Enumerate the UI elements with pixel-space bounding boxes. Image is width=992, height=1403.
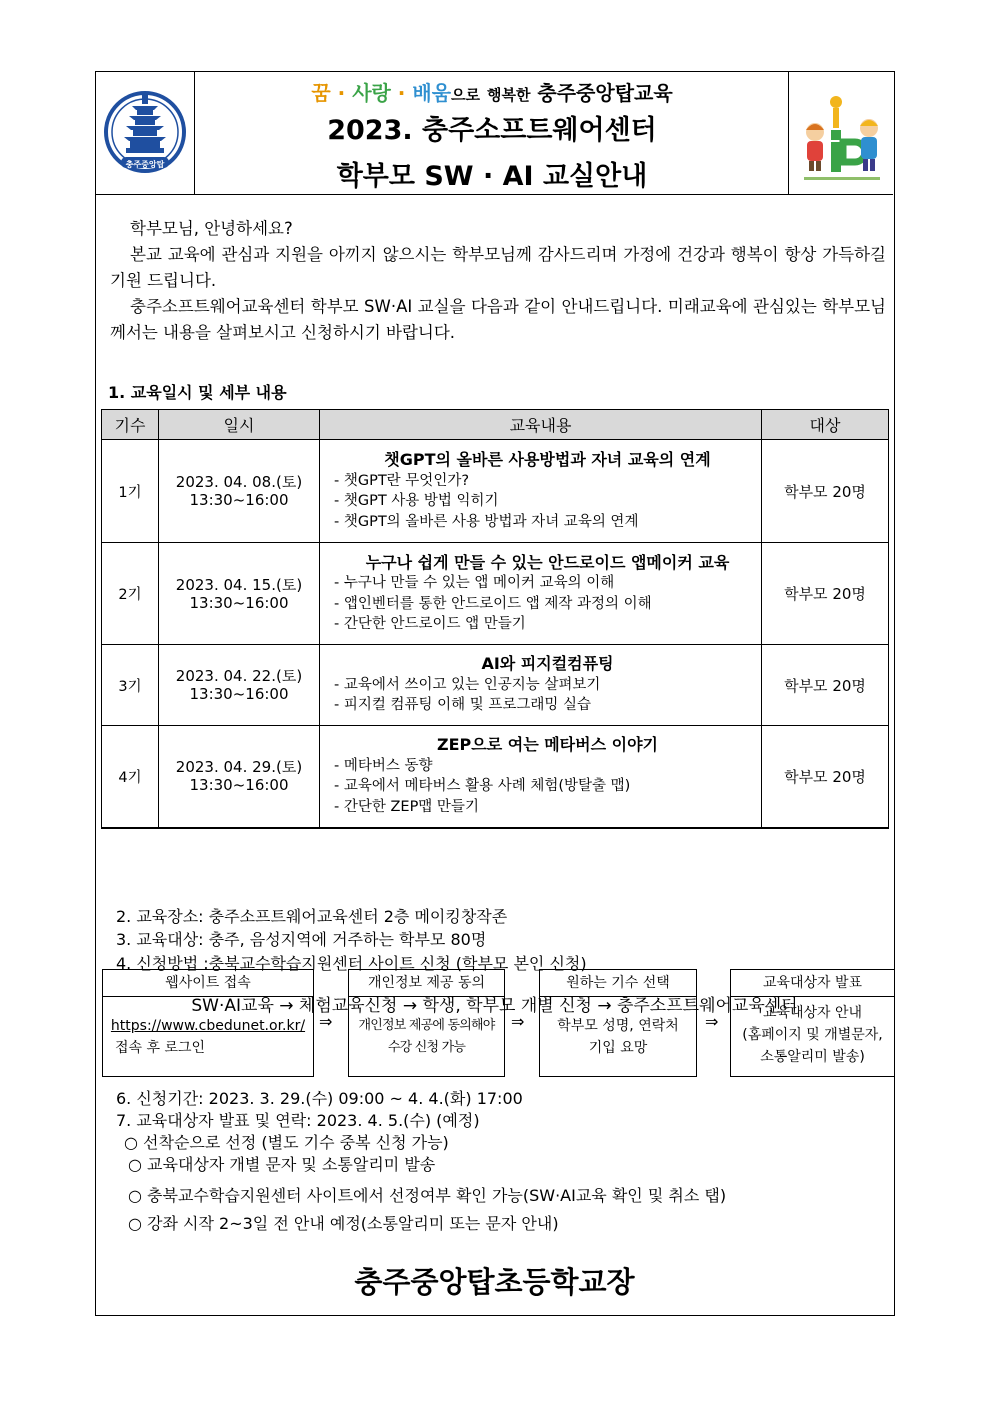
cell-date <box>159 726 320 828</box>
course-item: - 간단한 안드로이드 앱 만들기 <box>334 616 526 632</box>
cell-target: 학부모 20명 <box>762 440 889 543</box>
course-item: - 메타버스 동향 <box>334 757 433 774</box>
table-row <box>102 440 889 543</box>
apply-period: 6. 신청기간: 2023. 3. 29.(수) 09:00 ~ 4. 4.(화) 17:00 <box>116 1089 523 1108</box>
intro-paragraph-2: 충주소프트웨어교육센터 학부모 SW·AI 교실을 다음과 같이 안내드립니다. 미래교육에 관심있는 학부모님께서는 내용을 살펴보시고 신청하시기 바랍니다. <box>110 297 886 342</box>
cell-content <box>320 440 762 543</box>
step-body <box>349 997 504 1059</box>
course-item: - 챗GPT 사용 방법 익히기 <box>334 493 499 509</box>
cell-content <box>320 645 762 726</box>
table-row <box>102 726 889 828</box>
slogan-with: 으로 <box>451 86 480 104</box>
course-item: - 챗GPT의 올바른 사용 방법과 자녀 교육의 연계 <box>334 513 639 530</box>
info-target: 3. 교육대상: 충주, 음성지역에 거주하는 학부모 80명 <box>116 930 487 949</box>
course-title: ZEP으로 여는 메타버스 이야기 <box>437 735 658 755</box>
arrow-icon: ⇒ <box>511 1012 525 1031</box>
step-title: 웹사이트 접속 <box>103 970 313 997</box>
top-mascot-icon <box>789 72 893 194</box>
course-item: - 누구나 만들 수 있는 앱 메이커 교육의 이해 <box>334 575 615 591</box>
cell-target: 학부모 20명 <box>762 645 889 726</box>
announce-date: 7. 교육대상자 발표 및 연락: 2023. 4. 5.(수) (예정) <box>116 1111 480 1130</box>
step-website <box>102 969 314 1077</box>
cell-content <box>320 726 762 828</box>
time-text: 13:30~16:00 <box>189 593 289 612</box>
application-path: SW·AI교육 → 체험교육신청 → 학생, 학부모 개별 신청 → 충주소프트웨어교육센터 <box>191 996 798 1016</box>
document-body <box>96 196 893 1314</box>
course-item: - 교육에서 쓰이고 있는 인공지능 살펴보기 <box>334 676 601 693</box>
step-line: 접속 후 로그인 <box>115 1040 206 1056</box>
slogan-dot: · <box>397 81 406 105</box>
slogan-love: 사랑 <box>352 81 391 105</box>
step-consent <box>348 969 505 1077</box>
step-body <box>103 997 313 1059</box>
course-title: 누구나 쉽게 만들 수 있는 안드로이드 앱메이커 교육 <box>365 552 730 572</box>
note-item: ○ 충북교수학습지원센터 사이트에서 선정여부 확인 가능(SW·AI교육 확인 및 취소 탭) <box>128 1186 727 1205</box>
step-title: 교육대상자 발표 <box>731 970 894 997</box>
school-logo-icon <box>96 72 194 194</box>
cell-gi: 4기 <box>102 726 159 828</box>
course-item: - 피지컬 컴퓨팅 이해 및 프로그래밍 실습 <box>334 697 591 714</box>
intro-text <box>110 216 886 346</box>
step-body <box>540 997 696 1059</box>
time-text: 13:30~16:00 <box>189 491 289 509</box>
arrow-icon: ⇒ <box>705 1012 719 1031</box>
schedule-table <box>101 409 889 829</box>
slogan-dot: · <box>337 81 346 105</box>
cell-date <box>159 543 320 645</box>
principal-signature: 충주중앙탑초등학교장 <box>354 1265 635 1299</box>
step-line: 학부모 성명, 연락처 <box>557 1018 679 1034</box>
cell-target: 학부모 20명 <box>762 726 889 828</box>
slogan-dream: 꿈 <box>311 81 331 105</box>
slogan-org: 충주중앙탑교육 <box>537 81 673 105</box>
course-item: - 간단한 ZEP맵 만들기 <box>334 798 479 815</box>
section-title-schedule: 1. 교육일시 및 세부 내용 <box>108 383 287 402</box>
step-title: 개인정보 제공 동의 <box>349 970 504 997</box>
document-frame <box>95 71 895 1316</box>
header <box>96 72 893 195</box>
cell-content <box>320 543 762 645</box>
time-text: 13:30~16:00 <box>189 685 289 703</box>
step-line: 기입 요망 <box>588 1040 648 1056</box>
header-gi: 기수 <box>102 410 159 440</box>
time-text: 13:30~16:00 <box>189 776 289 795</box>
page-title-line2: 학부모 SW · AI 교실안내 <box>336 161 648 192</box>
step-body <box>731 997 894 1068</box>
cell-gi: 3기 <box>102 645 159 726</box>
course-item: - 교육에서 메타버스 활용 사례 체험(방탈출 맵) <box>334 778 631 795</box>
table-row <box>102 645 889 726</box>
info-place: 2. 교육장소: 충주소프트웨어교육센터 2층 메이킹창작존 <box>116 907 508 926</box>
page-title-line1: 2023. 충주소프트웨어센터 <box>327 115 657 146</box>
note-item: ○ 선착순으로 선정 (별도 기수 중복 신청 가능) <box>124 1133 449 1152</box>
table-header-row <box>102 410 889 440</box>
info-method: 4. 신청방법 :충북교수학습지원센터 사이트 신청 (학부모 본인 신청) <box>116 954 587 973</box>
header-content: 교육내용 <box>320 410 762 440</box>
header-date: 일시 <box>159 410 320 440</box>
course-item: - 챗GPT란 무엇인가? <box>334 472 470 489</box>
cell-date <box>159 645 320 726</box>
step-line: 개인정보 제공에 동의해야 <box>358 1018 495 1033</box>
date-text: 2023. 04. 22.(토) <box>175 667 303 685</box>
step-line: 수강 신청 가능 <box>387 1040 466 1055</box>
date-text: 2023. 04. 08.(토) <box>175 473 303 491</box>
school-logo-box <box>96 72 195 194</box>
header-target: 대상 <box>762 410 889 440</box>
cell-gi: 2기 <box>102 543 159 645</box>
step-line: 소통알리미 발송) <box>760 1049 865 1065</box>
cell-gi: 1기 <box>102 440 159 543</box>
note-item: ○ 교육대상자 개별 문자 및 소통알리미 발송 <box>128 1155 436 1174</box>
course-title: AI와 피지컬컴퓨팅 <box>481 654 614 674</box>
cell-target: 학부모 20명 <box>762 543 889 645</box>
arrow-icon: ⇒ <box>319 1012 333 1031</box>
mascot-box <box>788 72 893 194</box>
date-text: 2023. 04. 29.(토) <box>175 758 303 777</box>
step-select-cohort <box>539 969 697 1077</box>
intro-paragraph-1: 본교 교육에 관심과 지원을 아끼지 않으시는 학부모님께 감사드리며 가정에 건강과 행복이 항상 가득하길 기원 드립니다. <box>110 245 886 290</box>
cbedunet-link[interactable]: https://www.cbedunet.or.kr/ <box>110 1018 306 1034</box>
slogan <box>194 77 790 106</box>
course-item: - 앱인벤터를 통한 안드로이드 앱 제작 과정의 이해 <box>334 595 652 612</box>
note-item: ○ 강좌 시작 2~3일 전 안내 예정(소통알리미 또는 문자 안내) <box>128 1214 559 1233</box>
step-line: 교육대상자 안내 <box>762 1005 863 1021</box>
step-line: (홈페이지 및 개별문자, <box>742 1027 883 1043</box>
table-row <box>102 543 889 645</box>
date-text: 2023. 04. 15.(토) <box>175 575 303 594</box>
course-title: 챗GPT의 올바른 사용방법과 자녀 교육의 연계 <box>384 450 711 469</box>
slogan-happy: 행복한 <box>486 86 531 104</box>
slogan-learning: 배움 <box>412 81 452 105</box>
cell-date <box>159 440 320 543</box>
step-title: 원하는 기수 선택 <box>540 970 696 997</box>
step-announcement <box>730 969 894 1077</box>
greeting: 학부모님, 안녕하세요? <box>130 219 293 238</box>
logo-caption: 충주중앙탑 <box>125 160 165 169</box>
